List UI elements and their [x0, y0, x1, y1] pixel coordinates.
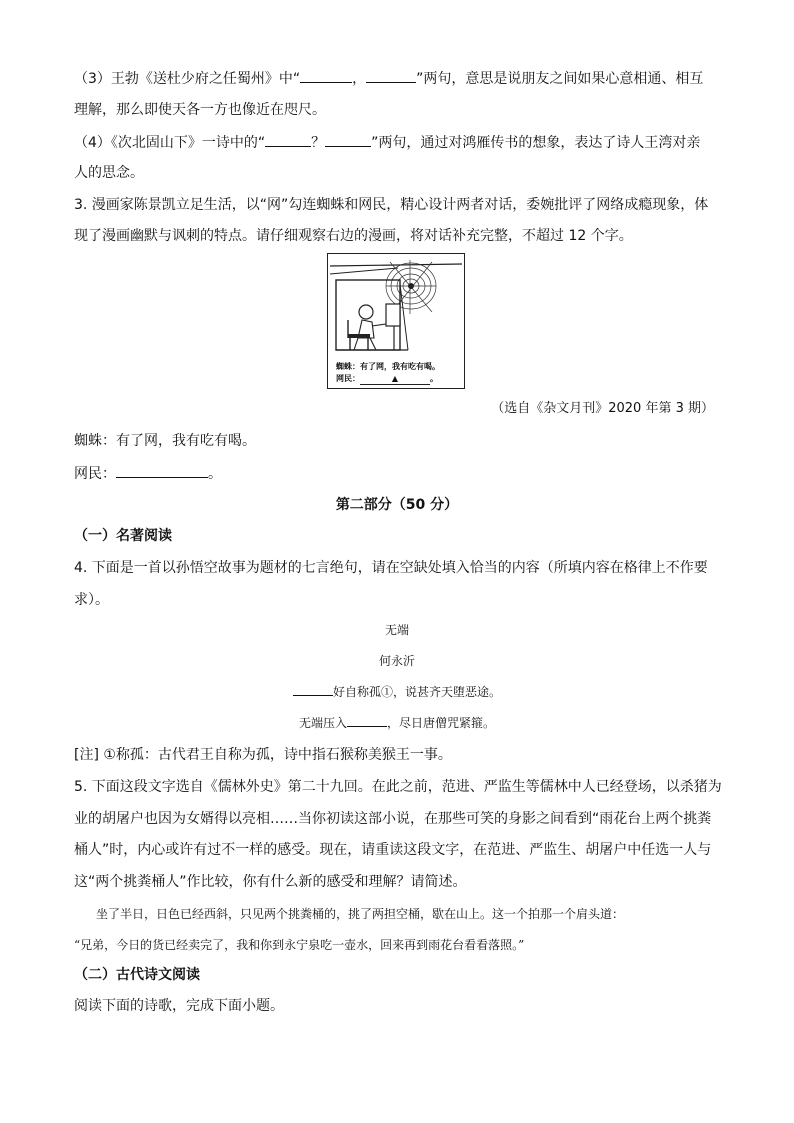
- q2-4-blank-2[interactable]: [325, 133, 371, 147]
- poem-author: 何永沂: [378, 654, 415, 668]
- poem-line-1-text: 好自称孤①，说甚齐天堕恶途。: [332, 685, 501, 699]
- cartoon-caption-2-end: 。: [430, 374, 438, 383]
- q3-line1: 3. 漫画家陈景凯立足生活，以“网”勾连蜘蛛和网民，精心设计两者对话，委婉批评了网络成瘾现象，体: [74, 197, 709, 213]
- spider-line: 蜘蛛：有了网，我有吃有喝。: [74, 433, 256, 449]
- q2-3-blank-2[interactable]: [366, 69, 416, 83]
- section2-instruction: 阅读下面的诗歌，完成下面小题。: [74, 998, 284, 1014]
- cartoon-caption-2-label: 网民：: [336, 374, 360, 383]
- q2-3-line2: 理解，那么即使天各一方也像近在咫尺。: [74, 102, 326, 118]
- q4-line1: 4. 下面是一首以孙悟空故事为题材的七言绝句，请在空缺处填入恰当的内容（所填内容在格律上不作要: [74, 560, 708, 576]
- q3-line2: 现了漫画幽默与讽刺的特点。请仔细观察右边的漫画，将对话补充完整，不超过 12 个字。: [74, 228, 633, 244]
- q2-4-text-b: ”两句，通过对鸿雁传书的想象，表达了诗人王湾对亲: [371, 135, 701, 151]
- q2-4-blank-1[interactable]: [265, 133, 311, 147]
- q2-3-blank-1[interactable]: [300, 69, 352, 83]
- q4-note: [注] ①称孤：古代君王自称为孤，诗中指石猴称美猴王一事。: [74, 747, 452, 763]
- cartoon-source: （选自《杂文月刊》2020 年第 3 期）: [491, 401, 714, 416]
- q2-3-text-a: （3）王勃《送杜少府之任蜀州》中“: [74, 71, 301, 87]
- cartoon-image: [327, 253, 465, 389]
- q5-line4: 这“两个挑粪桶人”作比较，你有什么新的感受和理解？请简述。: [74, 874, 467, 890]
- poem-line-2-text-a: 无端压入: [298, 716, 347, 730]
- q2-3-line1: [74, 69, 703, 88]
- poem-blank-1[interactable]: [293, 684, 333, 696]
- q2-4-sep: ？: [311, 135, 326, 151]
- poem-blank-2[interactable]: [347, 715, 387, 727]
- poem-line-2: [0, 715, 794, 731]
- cartoon-caption-1: 蜘蛛：有了网，我有吃有喝。: [336, 362, 440, 371]
- section2-heading: （二）古代诗文阅读: [74, 967, 200, 983]
- q2-4-text-a: （4）《次北固山下》一诗中的“: [74, 135, 266, 151]
- q2-3-sep: ，: [352, 71, 367, 87]
- poem-line-2-text-b: ，尽日唐僧咒紧箍。: [387, 716, 496, 730]
- cartoon-caption-2-blank: ▲: [360, 374, 430, 385]
- q2-4-line1: [74, 133, 700, 152]
- part2-title: 第二部分（50 分）: [335, 497, 459, 513]
- netizen-end: 。: [208, 466, 222, 482]
- q4-line2: 求）。: [74, 592, 109, 608]
- netizen-label: 网民：: [74, 466, 116, 482]
- q5-excerpt-1: 坐了半日，日色已经西斜，只见两个挑粪桶的，挑了两担空桶，歇在山上。这一个拍那一个肩头道：: [96, 907, 625, 921]
- cartoon-caption-2: [336, 374, 438, 385]
- q5-excerpt-2: “兄弟，今日的货已经卖完了，我和你到永宁泉吃一壶水，回来再到雨花台看看落照。”: [74, 938, 525, 952]
- poem-title: 无端: [384, 623, 409, 637]
- q5-line1: 5. 下面这段文字选自《儒林外史》第二十九回。在此之前，范进、严监生等儒林中人已经登场，以杀猪为: [74, 779, 722, 795]
- q5-line2: 业的胡屠户也因为女婿得以亮相……当你初读这部小说，在那些可笑的身影之间看到“雨花台上两个挑粪: [74, 811, 712, 827]
- netizen-answer-blank[interactable]: [116, 464, 208, 478]
- q2-3-text-b: ”两句，意思是说朋友之间如果心意相通、相互: [416, 71, 704, 87]
- section1-heading: （一）名著阅读: [74, 528, 172, 544]
- q5-line3: 桶人”时，内心或许有过不一样的感受。现在，请重读这段文字，在范进、严监生、胡屠户中任选一人与: [74, 842, 712, 858]
- netizen-line: [74, 464, 222, 483]
- q2-4-line2: 人的思念。: [74, 165, 144, 181]
- poem-line-1: [0, 684, 794, 700]
